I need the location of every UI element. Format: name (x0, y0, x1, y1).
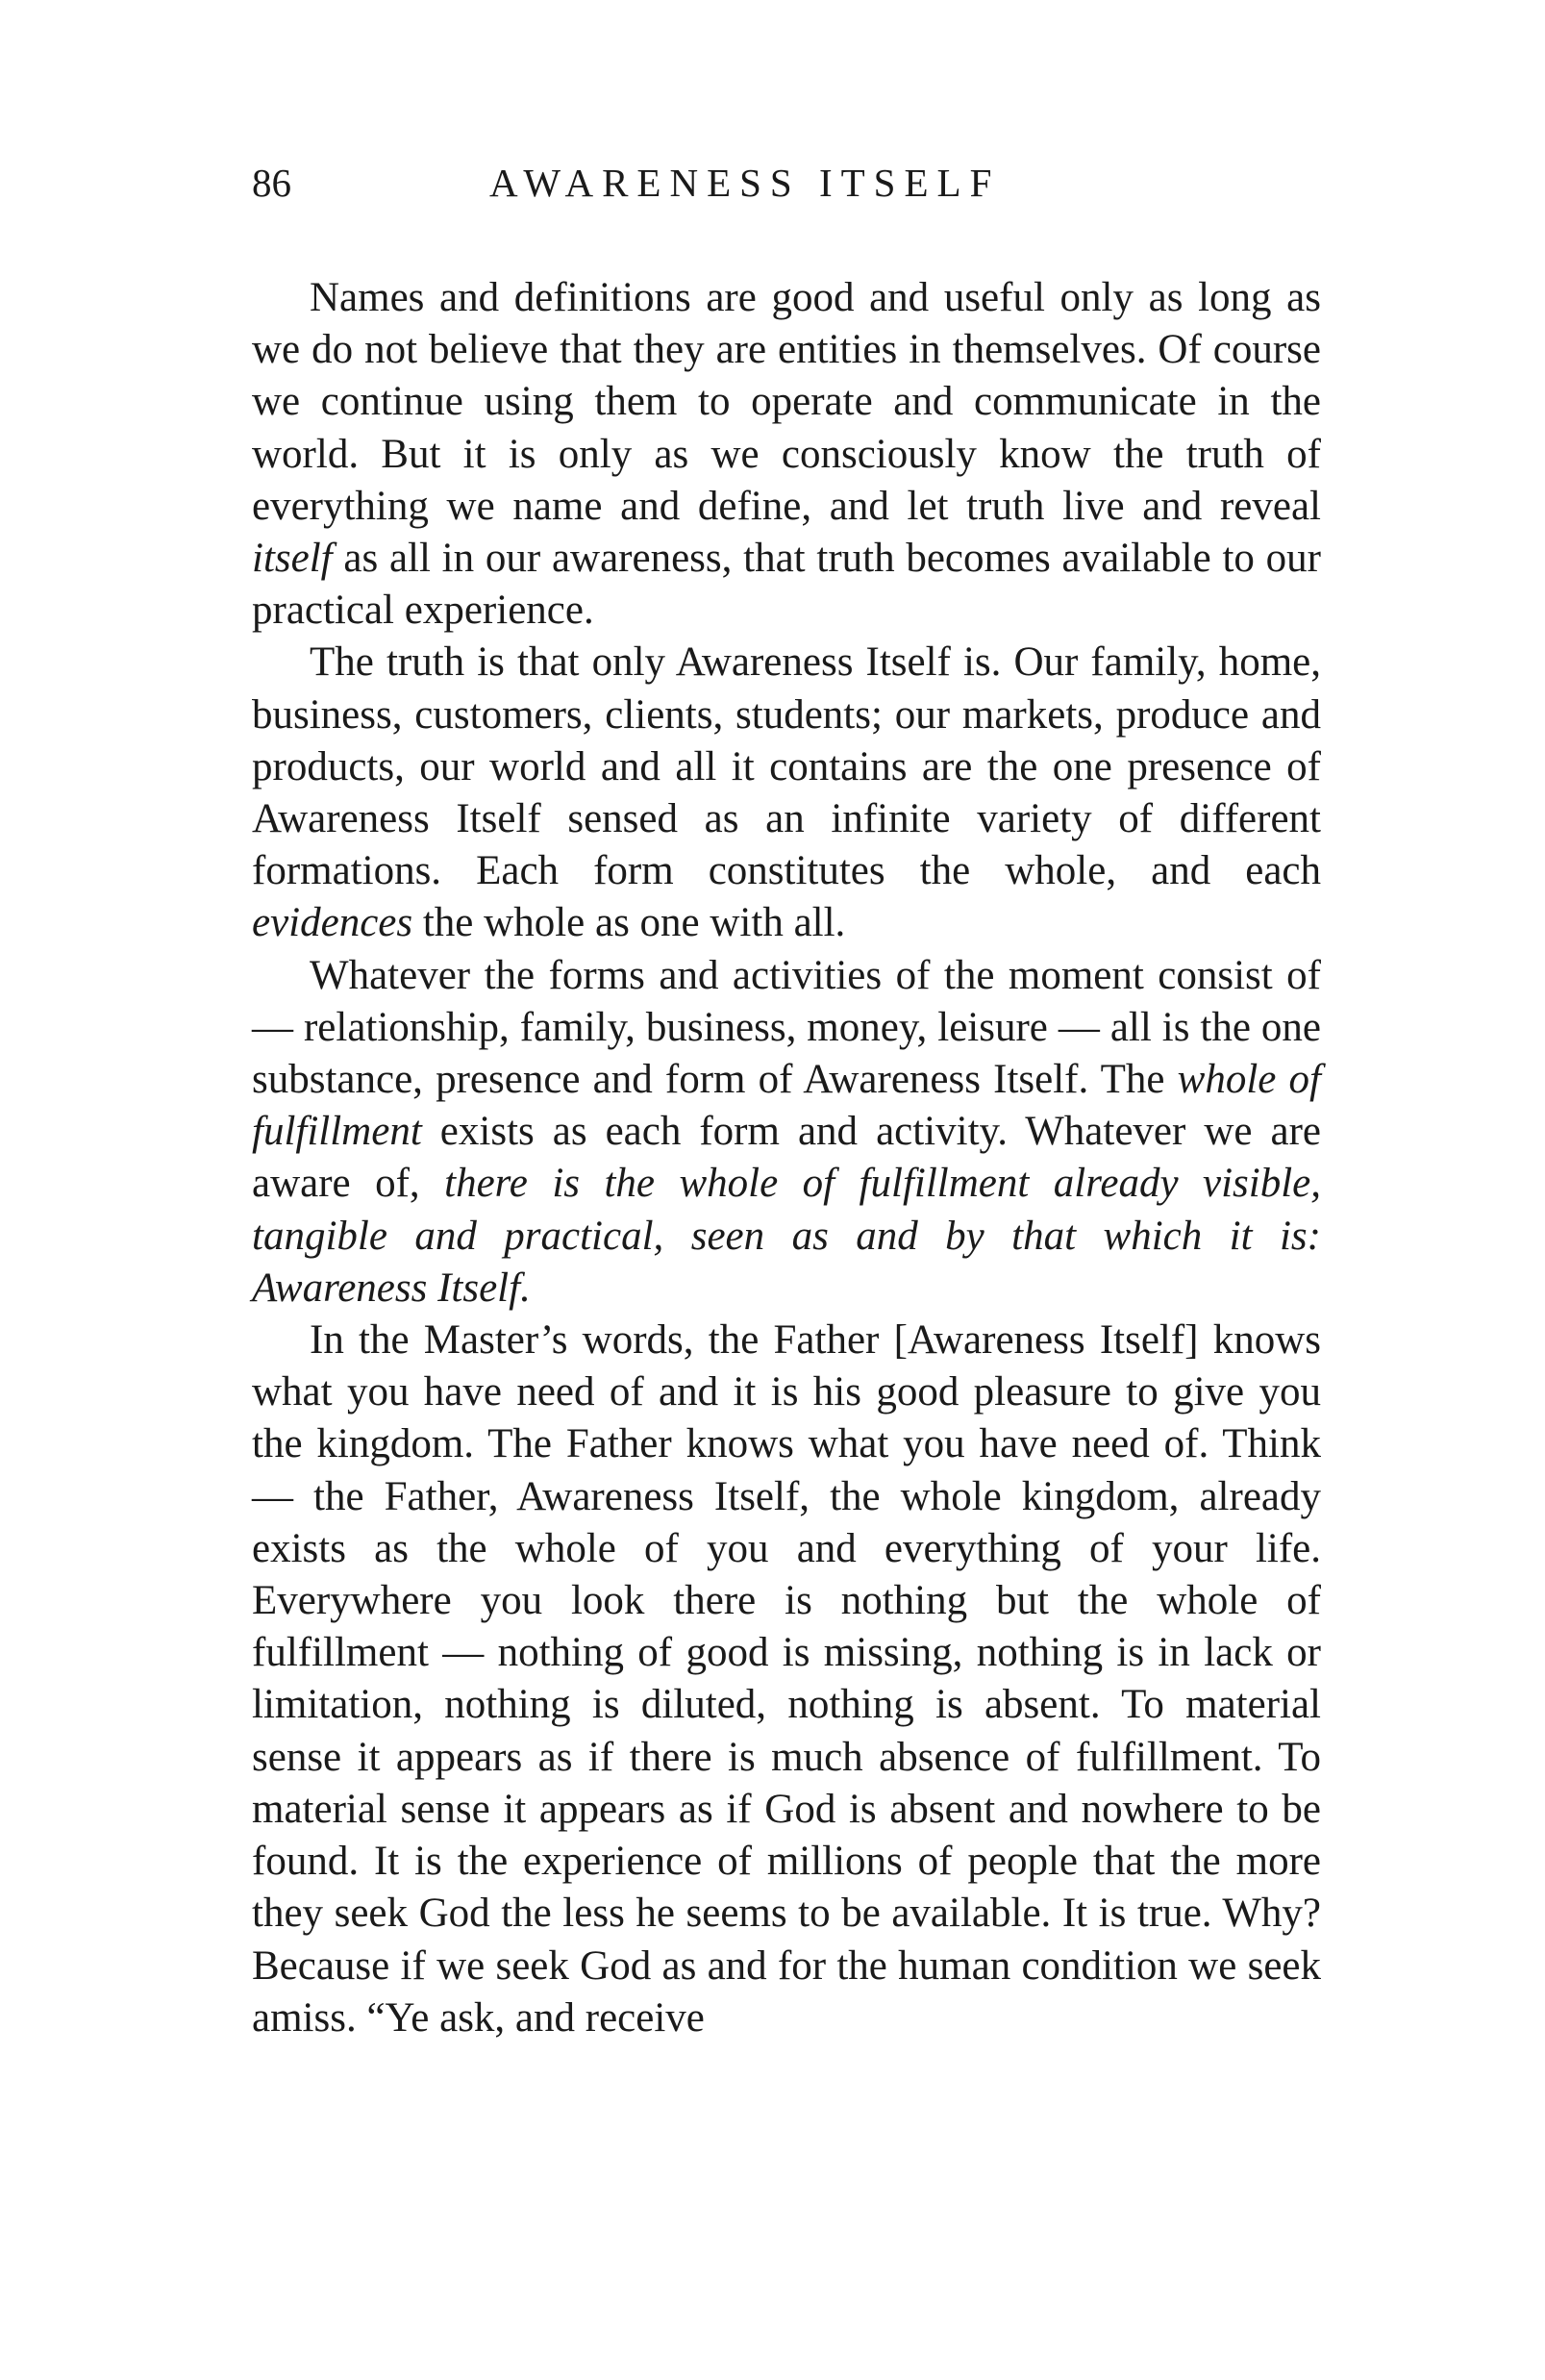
paragraph (252, 637, 1321, 949)
paragraph (252, 272, 1321, 637)
italic-text-segment: evidences (252, 900, 413, 946)
body-text (252, 272, 1321, 2044)
text-segment: the whole as one with all. (412, 900, 846, 946)
page-number: 86 (252, 161, 291, 205)
paragraph (252, 950, 1321, 1315)
italic-text-segment: whole of fulfillment (252, 1057, 1321, 1155)
book-title: AWARENESS ITSELF (489, 161, 1001, 205)
italic-text-segment: itself (252, 536, 333, 582)
paragraph (252, 1315, 1321, 2044)
italic-text-segment: there is the whole of fulfillment already visible, tangible and practical, seen as and by that which it is: Awareness Itself. (252, 1161, 1321, 1311)
running-head (252, 154, 1321, 212)
text-segment: exists as each form and activity. Whatever we are aware of, (252, 1109, 1321, 1207)
text-segment: Names and definitions are good and useful only as long as we do not believe that they are entities in themselves. Of course we continue using them to operate and communicate in the world. But it is only as we consciously know the truth of everything we name and define, and let truth live and reveal (252, 275, 1321, 529)
text-segment: The truth is that only Awareness Itself is. Our family, home, business, customers, clients, students; our markets, produce and products, our world and all it contains are the one presence of Awareness Itself sensed as an infinite variety of different formations. Each form constitutes the whole, and each (252, 639, 1321, 894)
text-segment: Whatever the forms and activities of the moment consist of — relationship, family, business, money, leisure — all is the one substance, presence and form of Awareness Itself. The (252, 952, 1321, 1103)
text-segment: as all in our awareness, that truth becomes available to our practical experience. (252, 536, 1321, 634)
text-segment: In the Master’s words, the Father [Awareness Itself] knows what you have need of and it is his good pleasure to give you the kingdom. The Father knows what you have need of. Think — the Father, Awareness Itself, the whole kingdom, already exists as the whole of you and everything of your life. Everywhere you look there is nothing but the whole of fulfillment — nothing of good is missing, nothing is in lack or limitation, nothing is diluted, nothing is absent. To material sense it appears as if there is much absence of fulfillment. To material sense it appears as if God is absent and nowhere to be found. It is the experience of millions of people that the more they seek God the less he seems to be available. It is true. Why? Because if we seek God as and for the human condition we seek amiss. “Ye ask, and receive (252, 1317, 1321, 2041)
